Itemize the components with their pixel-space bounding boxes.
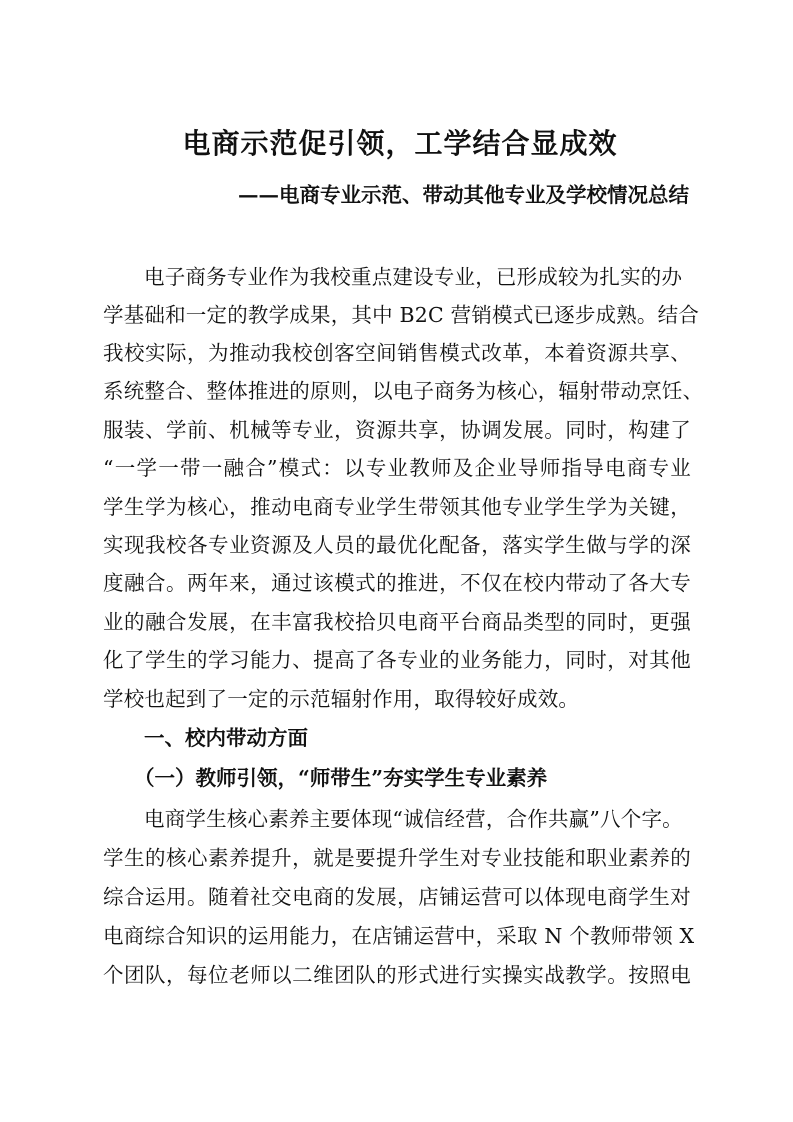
paragraph-line: 电商学生核心素养主要体现“诚信经营，合作共赢”八个字。 xyxy=(144,807,683,831)
paragraph-line: 综合运用。随着社交电商的发展，店铺运营可以体现电商学生对 xyxy=(103,885,691,909)
paragraph-line: 学生学为核心，推动电商专业学生带领其他专业学生学为关键， xyxy=(103,495,691,519)
paragraph-line: 度融合。两年来，通过该模式的推进，不仅在校内带动了各大专 xyxy=(103,571,691,595)
paragraph-line: 电子商务专业作为我校重点建设专业，已形成较为扎实的办 xyxy=(144,265,683,289)
subsection-heading: （一）教师引领，“师带生”夯实学生专业素养 xyxy=(134,766,548,790)
paragraph-line: 系统整合、整体推进的原则，以电子商务为核心，辐射带动烹饪、 xyxy=(103,379,704,403)
paragraph-line: 学基础和一定的教学成果，其中 B2C 营销模式已逐步成熟。结合 xyxy=(103,303,700,327)
document-subtitle: ——电商专业示范、带动其他专业及学校情况总结 xyxy=(238,183,689,207)
paragraph-line: 实现我校各专业资源及人员的最优化配备，落实学生做与学的深 xyxy=(103,533,691,557)
paragraph-line: “一学一带一融合”模式：以专业教师及企业导师指导电商专业 xyxy=(103,456,691,480)
paragraph-line: 学校也起到了一定的示范辐射作用，取得较好成效。 xyxy=(103,687,580,711)
paragraph-line: 业的融合发展，在丰富我校拾贝电商平台商品类型的同时，更强 xyxy=(103,610,691,634)
paragraph-line: 个团队，每位老师以二维团队的形式进行实操实战教学。按照电 xyxy=(103,963,691,987)
paragraph-line: 我校实际，为推动我校创客空间销售模式改革，本着资源共享、 xyxy=(103,341,691,365)
paragraph-line: 服装、学前、机械等专业，资源共享，协调发展。同时，构建了 xyxy=(103,418,691,442)
paragraph-line: 学生的核心素养提升，就是要提升学生对专业技能和职业素养的 xyxy=(103,846,691,870)
document-title: 电商示范促引领，工学结合显成效 xyxy=(182,127,618,160)
paragraph-line: 化了学生的学习能力、提高了各专业的业务能力，同时，对其他 xyxy=(103,648,691,672)
paragraph-line: 电商综合知识的运用能力，在店铺运营中，采取 N 个教师带领 X xyxy=(103,924,695,948)
section-heading: 一、校内带动方面 xyxy=(144,726,308,750)
